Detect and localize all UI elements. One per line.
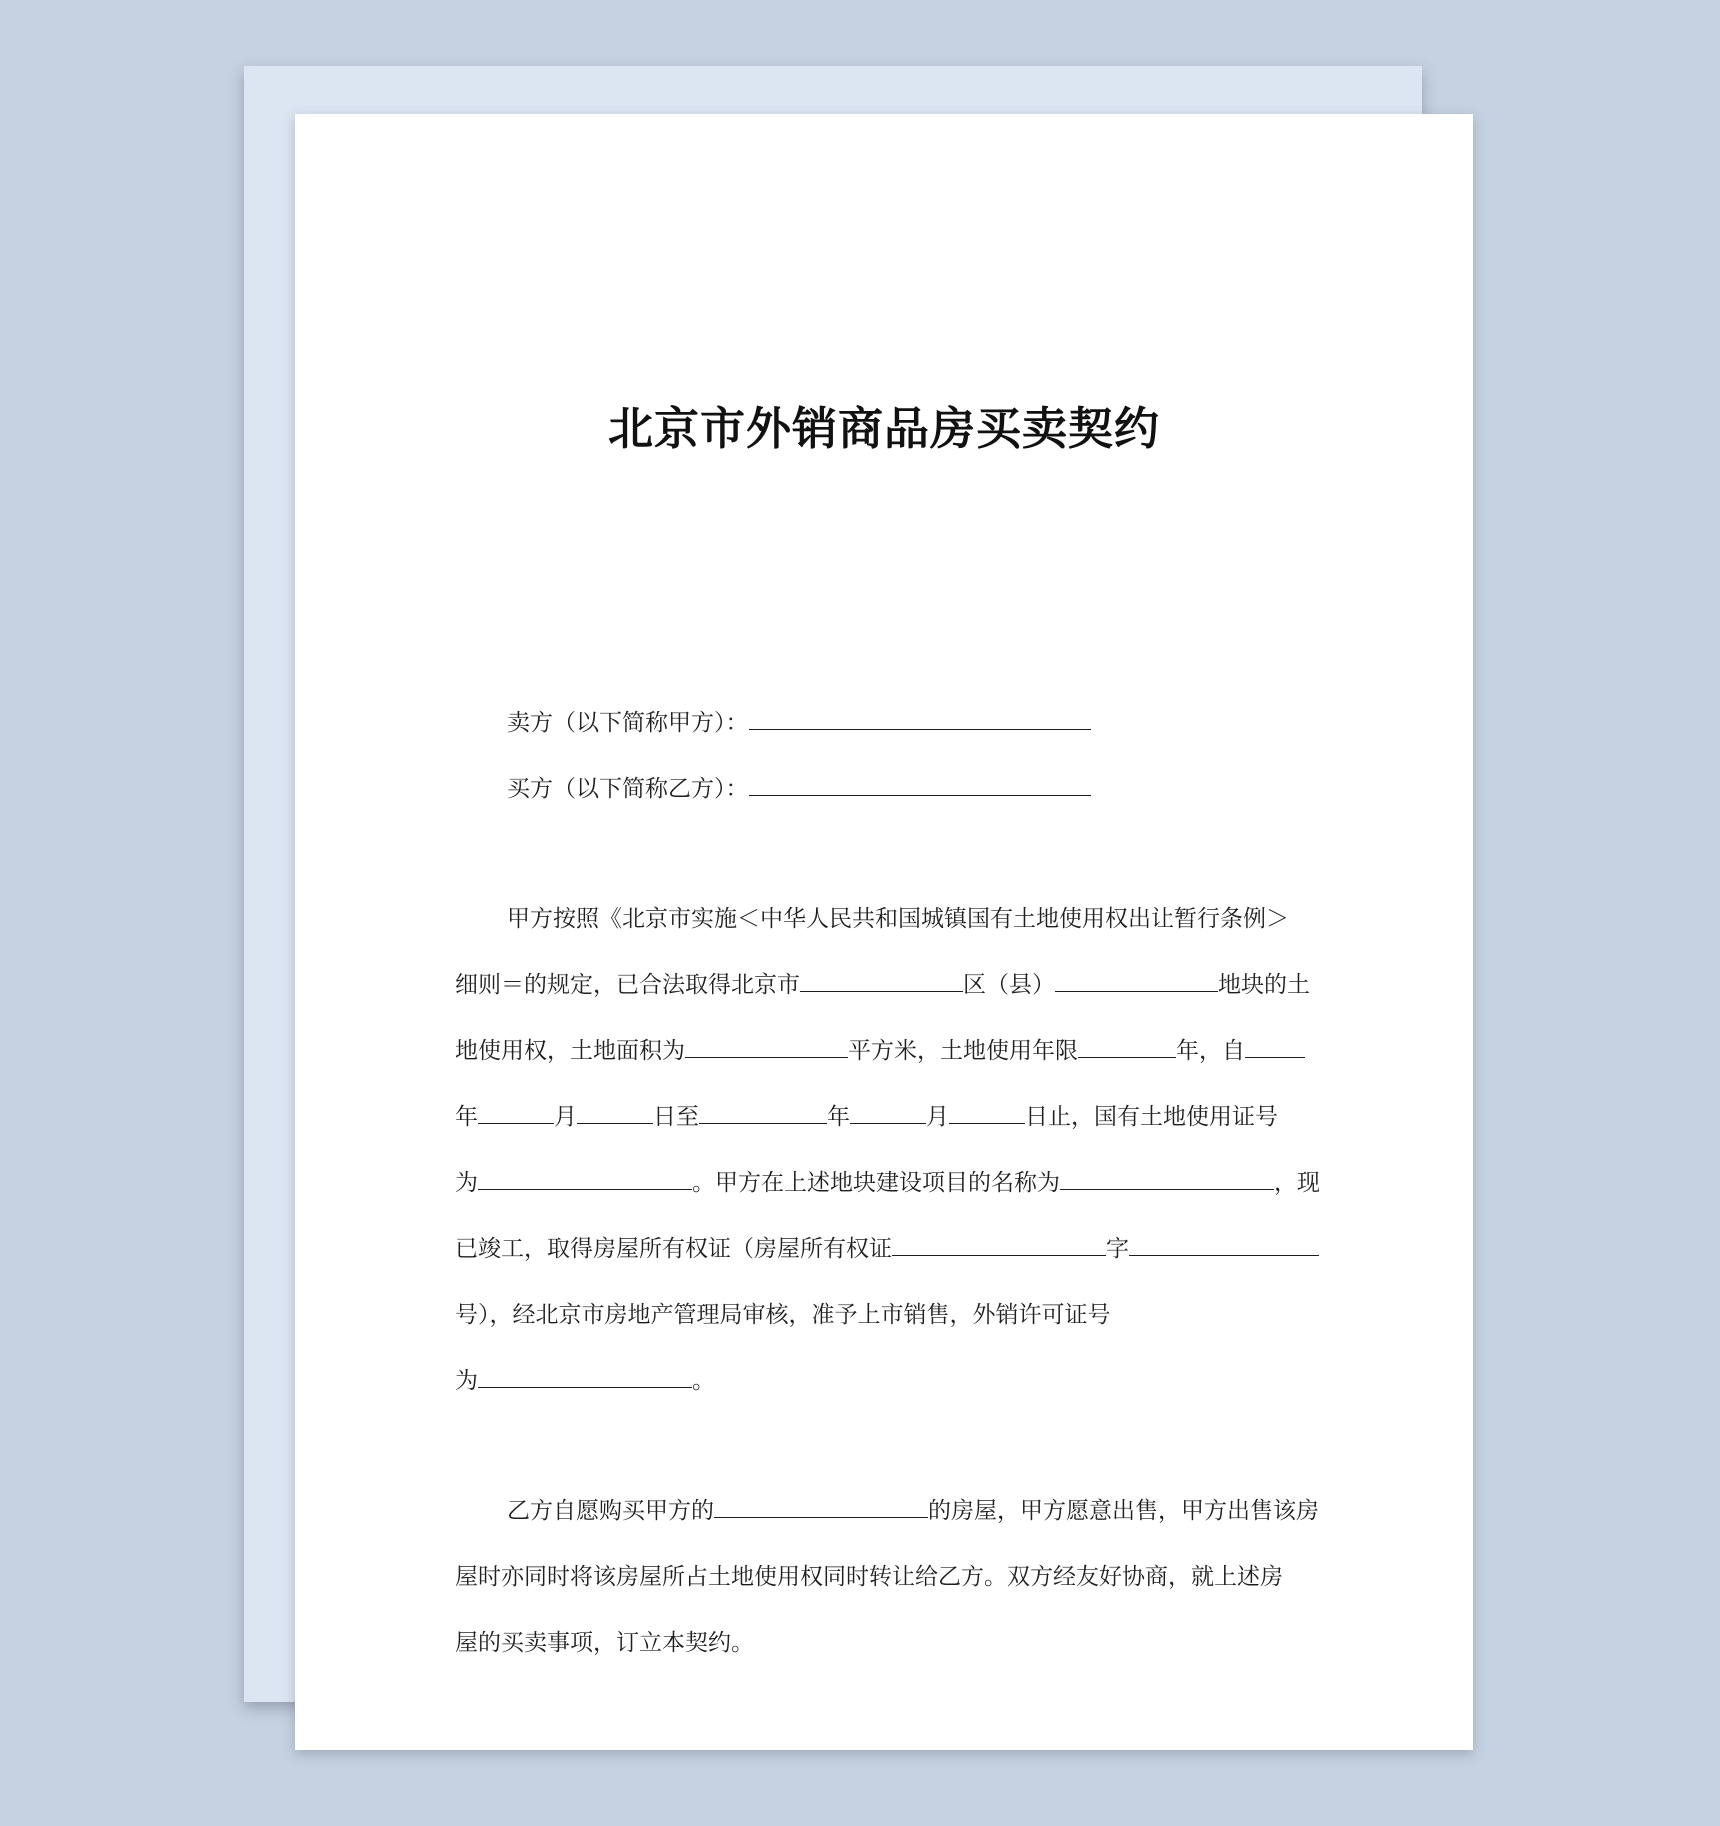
district-blank[interactable] — [800, 970, 963, 992]
project-name-blank[interactable] — [1060, 1168, 1274, 1190]
start-month-blank[interactable] — [577, 1102, 653, 1124]
text-fragment: 为 — [455, 1368, 478, 1394]
text-fragment: 平方米，土地使用年限 — [848, 1038, 1078, 1064]
end-month-blank[interactable] — [850, 1102, 926, 1124]
document-title: 北京市外销商品房买卖契约 — [607, 402, 1160, 455]
house-description-blank[interactable] — [714, 1496, 928, 1518]
text-fragment: 日止，国有土地使用证号 — [1025, 1104, 1278, 1130]
paragraph1-line1: 甲方按照《北京市实施＜中华人民共和国城镇国有土地使用权出让暂行条例＞ — [507, 906, 1289, 932]
buyer-name-blank[interactable] — [749, 774, 1091, 796]
paragraph1-line7: 号），经北京市房地产管理局审核，准予上市销售，外销许可证号 — [455, 1302, 1111, 1328]
text-fragment: 地块的土 — [1218, 972, 1310, 998]
paragraph1-line4 — [455, 1102, 1278, 1132]
paragraph1-line6 — [455, 1234, 1319, 1264]
text-fragment: 已竣工，取得房屋所有权证（房屋所有权证 — [455, 1236, 892, 1262]
text-fragment: 月 — [554, 1104, 577, 1130]
text-fragment: ，现 — [1274, 1170, 1320, 1196]
text-fragment: 年 — [827, 1104, 850, 1130]
paragraph2-line2: 屋时亦同时将该房屋所占土地使用权同时转让给乙方。双方经友好协商，就上述房 — [455, 1564, 1283, 1590]
land-area-blank[interactable] — [685, 1036, 848, 1058]
text-fragment: 区（县） — [963, 972, 1055, 998]
paragraph1-line2 — [455, 970, 1310, 1000]
paragraph1-line3 — [455, 1036, 1305, 1066]
text-fragment: 日至 — [653, 1104, 699, 1130]
buyer-label: 买方（以下简称乙方）： — [507, 776, 749, 802]
text-fragment: 的房屋，甲方愿意出售，甲方出售该房 — [928, 1498, 1319, 1524]
text-fragment: 年，自 — [1176, 1038, 1245, 1064]
document-page — [295, 114, 1473, 1750]
paragraph1-line8 — [455, 1366, 715, 1396]
seller-line — [507, 708, 1091, 738]
land-term-blank[interactable] — [1078, 1036, 1176, 1058]
text-fragment: 。 — [692, 1368, 715, 1394]
end-year-blank[interactable] — [699, 1102, 827, 1124]
text-fragment: 字 — [1106, 1236, 1129, 1262]
paragraph2-line1 — [507, 1496, 1319, 1526]
text-fragment: 年 — [455, 1104, 478, 1130]
plot-blank[interactable] — [1055, 970, 1218, 992]
text-fragment: 细则＝的规定，已合法取得北京市 — [455, 972, 800, 998]
paragraph2-line3: 屋的买卖事项，订立本契约。 — [455, 1630, 754, 1656]
text-fragment: 为 — [455, 1170, 478, 1196]
text-fragment: 乙方自愿购买甲方的 — [507, 1498, 714, 1524]
seller-name-blank[interactable] — [749, 708, 1091, 730]
paragraph1-line5 — [455, 1168, 1320, 1198]
land-cert-number-blank[interactable] — [478, 1168, 692, 1190]
start-year-blank[interactable] — [1245, 1036, 1305, 1058]
sale-permit-number-blank[interactable] — [478, 1366, 692, 1388]
start-year-cont-blank[interactable] — [478, 1102, 554, 1124]
house-cert-prefix-blank[interactable] — [892, 1234, 1106, 1256]
end-day-blank[interactable] — [949, 1102, 1025, 1124]
house-cert-number-blank[interactable] — [1129, 1234, 1319, 1256]
seller-label: 卖方（以下简称甲方）： — [507, 710, 749, 736]
text-fragment: 月 — [926, 1104, 949, 1130]
text-fragment: 。甲方在上述地块建设项目的名称为 — [692, 1170, 1060, 1196]
buyer-line — [507, 774, 1091, 804]
text-fragment: 地使用权，土地面积为 — [455, 1038, 685, 1064]
